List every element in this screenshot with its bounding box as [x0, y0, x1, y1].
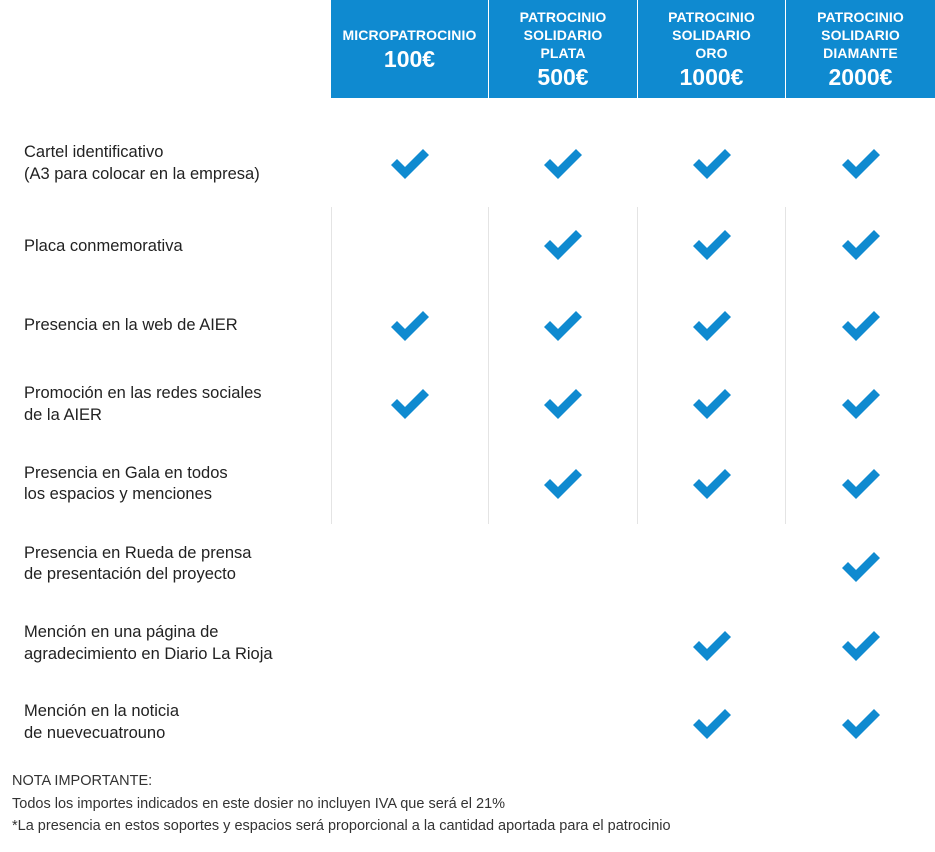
checkmark-icon	[691, 310, 733, 344]
row-label-text: Cartel identificativo (A3 para colocar en la empresa)	[24, 143, 260, 183]
checkmark-icon	[542, 468, 584, 502]
plan-cell	[489, 388, 637, 422]
plan-cell	[638, 229, 785, 263]
plan-price: 2000€	[828, 63, 893, 90]
plan-cell	[489, 630, 637, 664]
plan-cell	[786, 388, 935, 422]
note-proportional: *La presencia en estos soportes y espacios será proporcional a la cantidad aportada para el patrocinio	[12, 818, 671, 834]
plan-cell	[786, 468, 935, 502]
checkmark-icon	[542, 229, 584, 263]
row-label	[24, 287, 324, 365]
plan-cell	[638, 708, 785, 742]
row-label-text: Presencia en Gala en todos los espacios y menciones	[24, 463, 228, 503]
plan-cell	[331, 468, 488, 502]
row-label	[24, 207, 324, 287]
row-label-text: Mención en la noticia de nuevecuatrouno	[24, 702, 180, 742]
checkmark-icon	[840, 388, 882, 422]
plan-cell	[786, 148, 935, 182]
plan-header-3	[638, 0, 785, 98]
note-title: NOTA IMPORTANTE:	[12, 773, 153, 789]
plan-cell	[489, 708, 637, 742]
plan-name: PATROCINIO SOLIDARIO DIAMANTE	[817, 8, 904, 61]
plan-name: PATROCINIO SOLIDARIO ORO	[668, 8, 755, 61]
checkmark-icon	[691, 468, 733, 502]
checkmark-icon	[691, 148, 733, 182]
row-label	[24, 365, 324, 444]
row-label-text: Placa conmemorativa	[24, 237, 183, 256]
plan-cell	[638, 468, 785, 502]
plan-cell	[489, 148, 637, 182]
plan-cell	[331, 630, 488, 664]
plan-price: 1000€	[679, 63, 744, 90]
plan-cell	[786, 310, 935, 344]
row-label-text: Presencia en Rueda de prensa de presentación del proyecto	[24, 543, 252, 583]
checkmark-icon	[691, 229, 733, 263]
checkmark-icon	[691, 630, 733, 664]
plan-cell	[489, 310, 637, 344]
plan-cell	[786, 708, 935, 742]
plan-cell	[786, 630, 935, 664]
row-label	[24, 604, 324, 683]
plan-cell	[331, 708, 488, 742]
checkmark-icon	[840, 310, 882, 344]
checkmark-icon	[542, 148, 584, 182]
checkmark-icon	[840, 551, 882, 585]
checkmark-icon	[389, 148, 431, 182]
plan-cell	[331, 388, 488, 422]
plan-cell	[786, 551, 935, 585]
checkmark-icon	[691, 708, 733, 742]
row-label	[24, 683, 324, 762]
column-divider	[331, 207, 332, 524]
column-divider	[785, 207, 786, 524]
checkmark-icon	[840, 148, 882, 182]
plan-header-4	[786, 0, 935, 98]
plan-cell	[489, 551, 637, 585]
checkmark-icon	[389, 310, 431, 344]
plan-cell	[638, 388, 785, 422]
row-label	[24, 524, 324, 604]
checkmark-icon	[691, 388, 733, 422]
plan-cell	[638, 148, 785, 182]
column-divider	[488, 207, 489, 524]
column-divider	[637, 207, 638, 524]
note-vat: Todos los importes indicados en este dosier no incluyen IVA que será el 21%	[12, 796, 506, 812]
plan-name: PATROCINIO SOLIDARIO PLATA	[519, 8, 607, 61]
row-label	[24, 120, 324, 207]
plan-cell	[638, 551, 785, 585]
plan-cell	[331, 551, 488, 585]
plan-header-2	[489, 0, 637, 98]
plan-cell	[638, 630, 785, 664]
checkmark-icon	[389, 388, 431, 422]
checkmark-icon	[542, 310, 584, 344]
row-label	[24, 444, 324, 524]
plan-price: 500€	[537, 63, 589, 90]
plan-name: MICROPATROCINIO	[342, 26, 477, 43]
row-label-text: Mención en una página de agradecimiento en Diario La Rioja	[24, 623, 273, 663]
checkmark-icon	[840, 468, 882, 502]
plan-cell	[331, 229, 488, 263]
checkmark-icon	[542, 388, 584, 422]
row-label-text: Presencia en la web de AIER	[24, 316, 238, 335]
plan-header-1	[331, 0, 488, 98]
plan-cell	[489, 229, 637, 263]
checkmark-icon	[840, 630, 882, 664]
plan-cell	[331, 310, 488, 344]
plan-cell	[638, 310, 785, 344]
checkmark-icon	[840, 229, 882, 263]
plan-cell	[331, 148, 488, 182]
plan-price: 100€	[383, 45, 436, 72]
plan-cell	[786, 229, 935, 263]
checkmark-icon	[840, 708, 882, 742]
plan-cell	[489, 468, 637, 502]
row-label-text: Promoción en las redes sociales de la AIER	[24, 384, 262, 424]
